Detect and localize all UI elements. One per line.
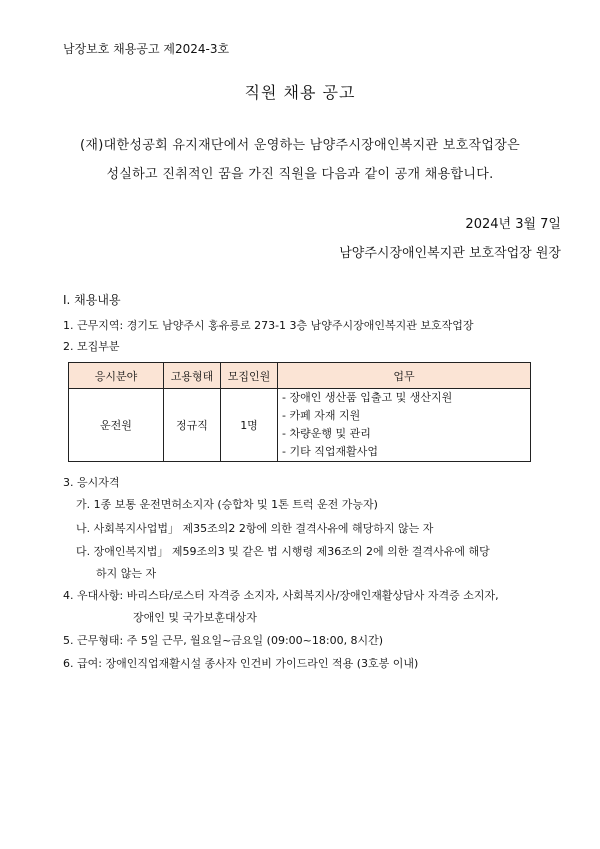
recruitment-field-heading: 2. 모집부분: [63, 340, 120, 353]
cell-employment-type: 정규직: [164, 389, 221, 462]
qualification-item-continued: 하지 않는 자: [96, 567, 157, 580]
table-row: [69, 389, 531, 462]
announcement-date: 2024년 3월 7일: [465, 217, 561, 232]
intro-line-1: (재)대한성공회 유지재단에서 운영하는 남양주시장애인복지관 보호작업장은: [80, 138, 520, 153]
qualification-item: 나. 사회복지사업법」 제35조의2 2항에 의한 결격사유에 해당하지 않는 자: [76, 522, 434, 535]
header-field: 응시분야: [69, 363, 164, 389]
duty-item: - 장애인 생산품 입출고 및 생산지원: [282, 391, 453, 404]
qualification-item: 가. 1종 보통 운전면허소지자 (승합차 및 1톤 트럭 운전 가능자): [76, 498, 378, 511]
duty-item: - 차량운행 및 관리: [282, 427, 371, 440]
qualifications-heading: 3. 응시자격: [63, 476, 120, 489]
section-heading: Ⅰ. 채용내용: [63, 293, 121, 307]
header-employment-type: 고용형태: [164, 363, 221, 389]
duty-item: - 기타 직업재활사업: [282, 445, 378, 458]
salary: 6. 급여: 장애인직업재활시설 종사자 인건비 가이드라인 적용 (3호봉 이내): [63, 657, 419, 670]
signer: 남양주시장애인복지관 보호작업장 원장: [339, 246, 561, 261]
intro-line-2: 성실하고 진취적인 꿈을 가진 직원을 다음과 같이 공개 채용합니다.: [106, 167, 494, 182]
page-title: 직원 채용 공고: [244, 83, 356, 102]
cell-field: 운전원: [69, 389, 164, 462]
qualification-item: 다. 장애인복지법」 제59조의3 및 같은 법 시행령 제36조의 2에 의한 결격사유에 해당: [76, 545, 490, 558]
cell-headcount: 1명: [221, 389, 278, 462]
recruitment-table: [68, 362, 531, 462]
work-location: 1. 근무지역: 경기도 남양주시 홍유릉로 273-1 3층 남양주시장애인복지관 보호작업장: [63, 319, 474, 332]
header-headcount: 모집인원: [221, 363, 278, 389]
header-duties: 업무: [278, 363, 531, 389]
work-schedule: 5. 근무형태: 주 5일 근무, 월요일~금요일 (09:00~18:00, 8시간): [63, 634, 384, 647]
cell-duties: [278, 389, 531, 462]
duty-item: - 카페 자재 지원: [282, 409, 361, 422]
preferences: 4. 우대사항: 바리스타/로스터 자격증 소지자, 사회복지사/장애인재활상담사 자격증 소지자,: [63, 589, 499, 602]
preferences-continued: 장애인 및 국가보훈대상자: [133, 611, 257, 624]
document-number: 남장보호 채용공고 제2024-3호: [63, 42, 230, 56]
table-header-row: [69, 363, 531, 389]
